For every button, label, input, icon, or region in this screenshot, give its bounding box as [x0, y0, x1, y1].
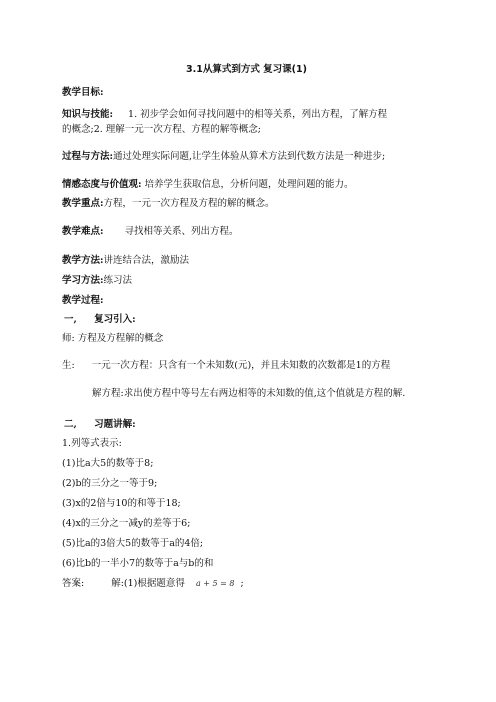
exercise-item: (4)x的三分之一减y的差等于6; — [62, 518, 191, 529]
learn-method-line — [62, 275, 132, 287]
goals-heading: 教学目标: — [62, 87, 104, 98]
difficulty-label: 教学难点: — [62, 226, 104, 237]
process-label: 过程与方法: — [62, 151, 114, 162]
process-text: 通过处理实际问题,让学生体验从算术方法到代数方法是一种进步; — [113, 151, 386, 162]
exercise-intro: 1.列等式表示: — [62, 438, 122, 449]
exercise-item: (3)x的2倍与10的和等于18; — [62, 498, 181, 509]
document-title: 3.1从算式到方式 复习课(1) — [186, 64, 307, 75]
answer-label: 答案: — [62, 578, 85, 589]
difficulty-text: 寻找相等关系、列出方程。 — [124, 226, 239, 237]
teacher-line: 师: 方程及方程解的概念 — [62, 333, 164, 344]
key-text: 方程，一元一次方程及方程的解的概念。 — [103, 198, 275, 209]
learn-method-text: 练习法 — [103, 275, 133, 286]
knowledge-line-1 — [62, 109, 387, 121]
knowledge-label: 知识与技能: — [62, 109, 114, 120]
attitude-line — [62, 179, 354, 191]
answer-end: ; — [240, 578, 244, 589]
section1-number: 一, — [64, 314, 77, 325]
student-label: 生: — [62, 360, 75, 371]
exercise-item: (6)比b的一半小7的数等于a与b的和 — [62, 558, 214, 569]
learn-method-label: 学习方法: — [62, 275, 104, 286]
process-line — [62, 151, 385, 163]
section2-title: 习题讲解: — [94, 419, 136, 430]
answer-formula: a + 5 = 8 — [195, 579, 235, 588]
knowledge-text-1: 1. 初步学会如何寻找问题中的相等关系，列出方程，了解方程 — [128, 109, 388, 120]
knowledge-text-2: 的概念;2. 理解一元一次方程、方程的解等概念; — [62, 124, 261, 135]
answer-text: 解:(1)根据题意得 — [111, 578, 185, 589]
exercise-item: (5)比a的3倍大5的数等于a的4倍; — [62, 538, 204, 549]
exercise-item: (2)b的三分之一等于9; — [62, 478, 158, 489]
key-line — [62, 198, 275, 210]
student-text-1: 一元一次方程：只含有一个未知数(元)，并且未知数的次数都是1的方程 — [91, 360, 391, 371]
procedure-heading: 教学过程: — [62, 295, 104, 306]
key-label: 教学重点: — [62, 198, 104, 209]
exercise-item: (1)比a大5的数等于8; — [62, 458, 154, 469]
section1-title: 复习引入: — [94, 314, 136, 325]
teach-method-line — [62, 255, 189, 267]
section1-heading — [64, 314, 136, 326]
student-text-2: 解方程:求出使方程中等号左右两边相等的未知数的值,这个值就是方程的解. — [92, 388, 406, 399]
section2-heading — [64, 419, 136, 431]
attitude-label: 情感态度与价值观: — [62, 179, 142, 190]
attitude-text: 培养学生获取信息，分析问题，处理问题的能力。 — [144, 179, 354, 190]
teach-method-label: 教学方法: — [62, 255, 104, 266]
section2-number: 二, — [64, 419, 77, 430]
teach-method-text: 讲连结合法，激励法 — [103, 255, 190, 266]
difficulty-line — [62, 226, 239, 238]
answer-line — [62, 578, 244, 590]
student-line-1 — [62, 360, 390, 372]
